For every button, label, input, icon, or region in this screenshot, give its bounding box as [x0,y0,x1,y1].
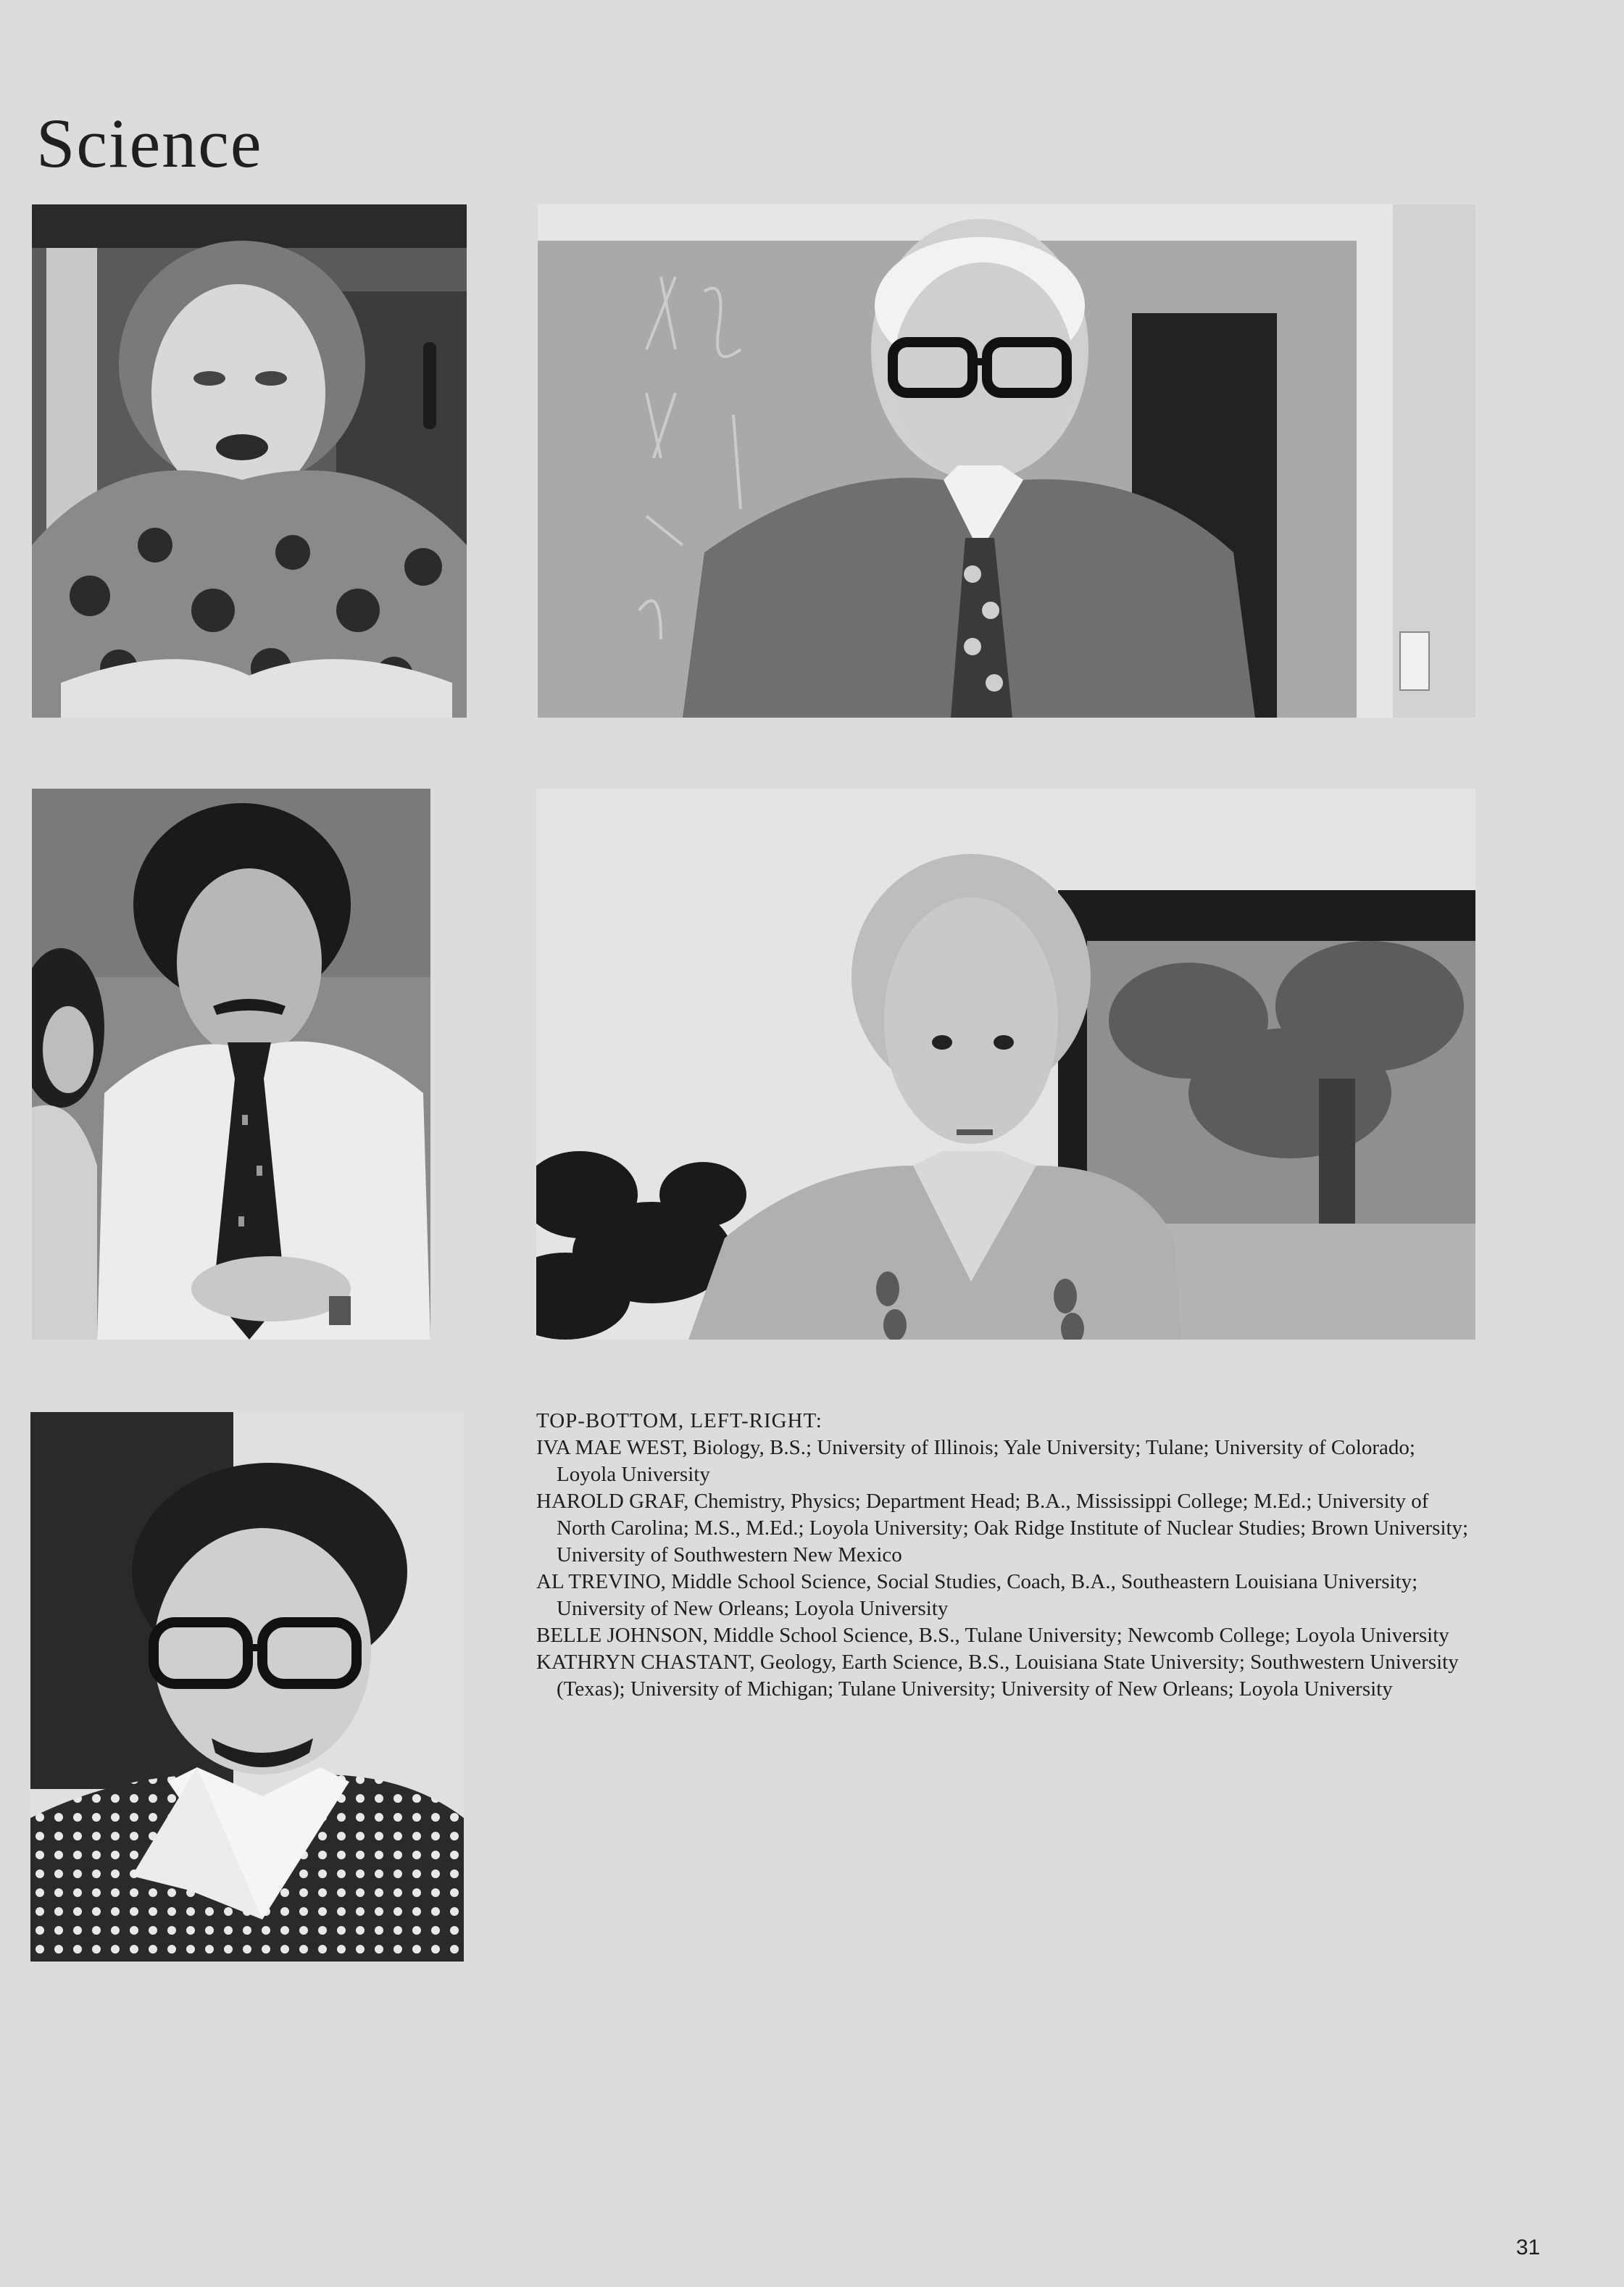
caption-entry-kathryn-chastant: KATHRYN CHASTANT, Geology, Earth Science, B.S., Louisiana State University; Southwestern University (Texas); University of Michigan; Tulane University; University of New Orleans; Loyola University [536,1651,1459,1701]
caption-entry-iva-mae-west: IVA MAE WEST, Biology, B.S.; University of Illinois; Yale University; Tulane; University of Colorado; Loyola University [536,1436,1415,1486]
portrait-photo-al-trevino [32,789,430,1340]
page-number: 31 [1516,2236,1541,2259]
faculty-caption [536,1408,1478,1703]
portrait-photo-kathryn-chastant [536,789,1475,1340]
portrait-photo-iva-mae-west [32,204,467,718]
portrait-photo-harold-graf [538,204,1475,718]
portrait-photo-belle-johnson [30,1412,464,1962]
caption-entry-belle-johnson: BELLE JOHNSON, Middle School Science, B.S., Tulane University; Newcomb College; Loyola University [536,1624,1449,1647]
caption-entry-harold-graf: HAROLD GRAF, Chemistry, Physics; Department Head; B.A., Mississippi College; M.Ed.; University of North Carolina; M.S., M.Ed.; Loyola University; Oak Ridge Institute of Nuclear Studies; Brown University; University of Southwestern New Mexico [536,1490,1469,1566]
caption-entry-al-trevino: AL TREVINO, Middle School Science, Social Studies, Coach, B.A., Southeastern Louisiana University; University of New Orleans; Loyola University [536,1570,1418,1620]
caption-heading: TOP-BOTTOM, LEFT-RIGHT: [536,1409,823,1432]
page-title: Science [36,104,263,182]
